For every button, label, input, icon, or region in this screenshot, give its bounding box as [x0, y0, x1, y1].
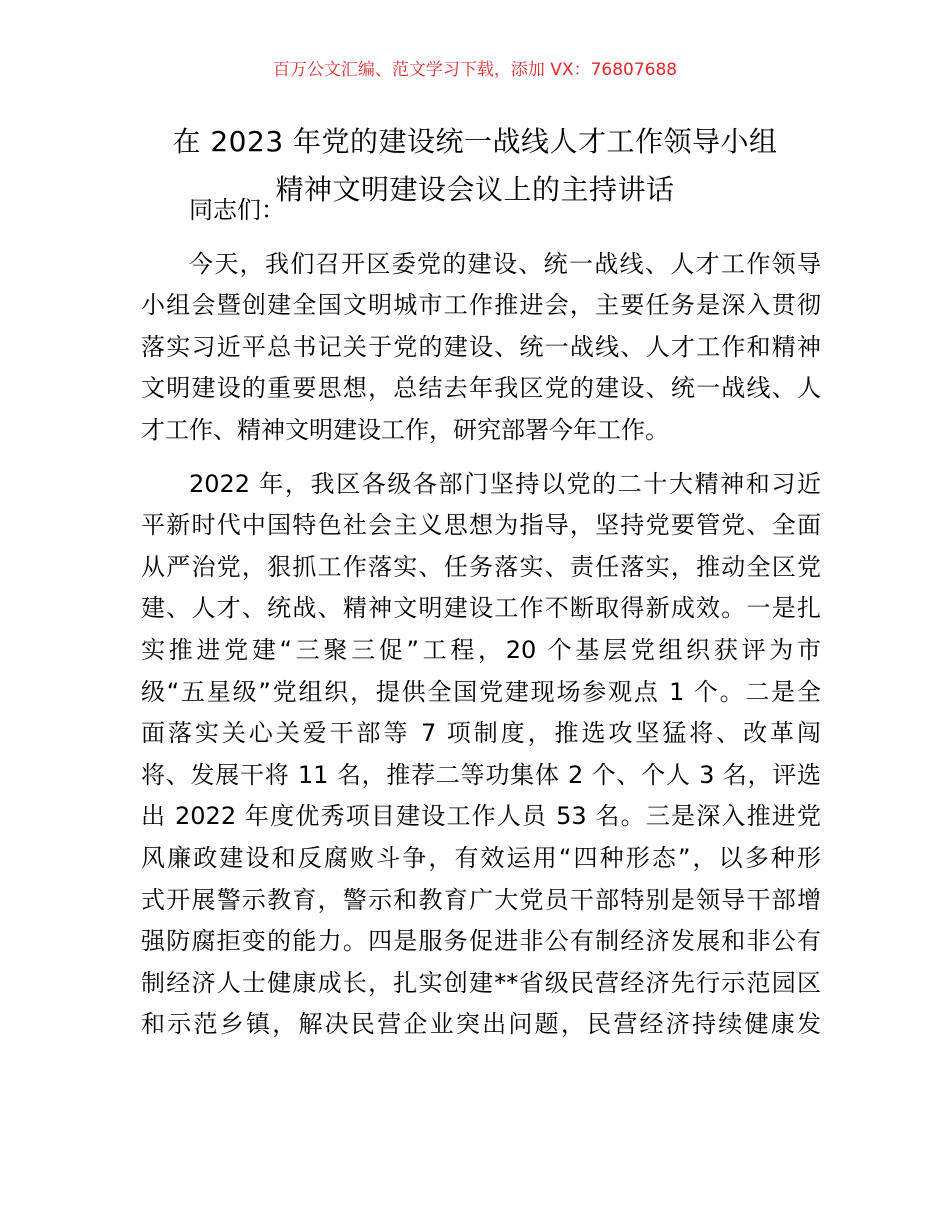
paragraph-line: 面落实关心关爱干部等 7 项制度，推选攻坚猛将、改革闯: [141, 719, 821, 748]
paragraph: [141, 244, 821, 452]
paragraph: [141, 464, 821, 1046]
document-body: [141, 190, 821, 1058]
paragraph-line: 出 2022 年度优秀项目建设工作人员 53 名。三是深入推进党: [141, 802, 821, 831]
paragraph-line: 文明建设的重要思想，总结去年我区党的建设、统一战线、人: [141, 374, 821, 403]
paragraph-line: 从严治党，狠抓工作落实、任务落实、责任落实，推动全区党: [141, 552, 821, 581]
paragraph-line: 今天，我们召开区委党的建设、统一战线、人才工作领导: [189, 249, 821, 278]
title-line: 精神文明建设会议上的主持讲话: [275, 173, 675, 206]
paragraph-line: 平新时代中国特色社会主义思想为指导，坚持党要管党、全面: [141, 511, 821, 540]
paragraph-line: 实推进党建“三聚三促”工程，20 个基层党组织获评为市: [141, 635, 821, 664]
paragraph-line: 建、人才、统战、精神文明建设工作不断取得新成效。一是扎: [141, 594, 821, 623]
header-banner: 百万公文汇编、范文学习下载，添加 VX：76807688: [272, 60, 678, 80]
paragraph-line: 小组会暨创建全国文明城市工作推进会，主要任务是深入贯彻: [141, 291, 821, 320]
paragraph-line: 才工作、精神文明建设工作，研究部署今年工作。: [141, 415, 669, 444]
paragraph-line: 式开展警示教育，警示和教育广大党员干部特别是领导干部增: [141, 885, 821, 914]
paragraph-line: 和示范乡镇，解决民营企业突出问题，民营经济持续健康发: [141, 1010, 821, 1039]
paragraph-line: 制经济人士健康成长，扎实创建**省级民营经济先行示范园区: [141, 968, 821, 997]
paragraph-line: 2022 年，我区各级各部门坚持以党的二十大精神和习近: [189, 469, 821, 498]
title-line: 在 2023 年党的建设统一战线人才工作领导小组: [172, 125, 778, 158]
paragraph-line: 级“五星级”党组织，提供全国党建现场参观点 1 个。二是全: [141, 677, 821, 706]
paragraph-line: 落实习近平总书记关于党的建设、统一战线、人才工作和精神: [141, 332, 821, 361]
paragraph-line: 将、发展干将 11 名，推荐二等功集体 2 个、个人 3 名，评选: [141, 760, 821, 789]
paragraph-line: 强防腐拒变的能力。四是服务促进非公有制经济发展和非公有: [141, 927, 821, 956]
salutation: 同志们：: [189, 196, 285, 224]
paragraph-line: 风廉政建设和反腐败斗争，有效运用“四种形态”，以多种形: [141, 843, 821, 872]
